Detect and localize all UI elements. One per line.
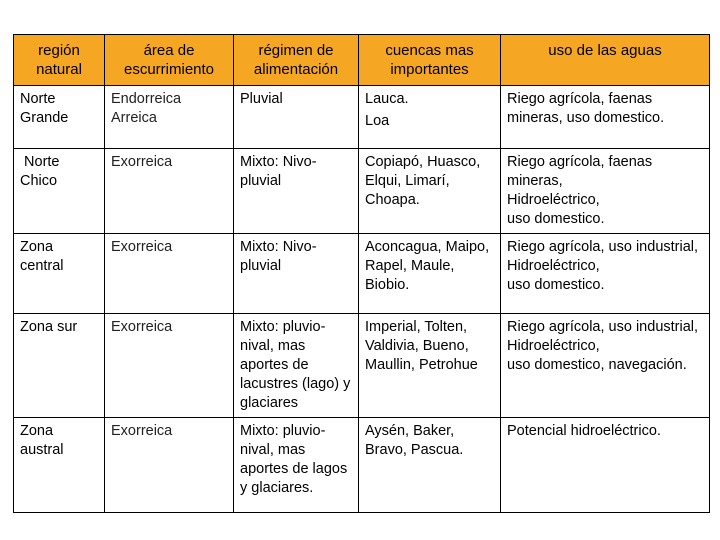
table-header-row	[14, 35, 710, 86]
cell-area: Exorreica	[105, 149, 234, 234]
header-uso-aguas: uso de las aguas	[501, 35, 710, 86]
table-row	[14, 418, 710, 513]
cell-uso: Riego agrícola, faenas mineras, uso domestico.	[501, 86, 710, 149]
cell-area: Exorreica	[105, 314, 234, 418]
cell-uso: Riego agrícola, uso industrial, Hidroeléctrico, uso domestico, navegación.	[501, 314, 710, 418]
table-row	[14, 86, 710, 149]
cell-regimen: Mixto: pluvio- nival, mas aportes de lagos y glaciares.	[234, 418, 359, 513]
cell-region: Zona austral	[14, 418, 105, 513]
cell-cuencas: Aysén, Baker, Bravo, Pascua.	[359, 418, 501, 513]
cell-cuencas: Lauca. Loa	[359, 86, 501, 149]
header-cuencas-importantes: cuencas mas importantes	[359, 35, 501, 86]
header-area-escurrimiento: área de escurrimiento	[105, 35, 234, 86]
table-row	[14, 149, 710, 234]
cell-uso: Riego agrícola, uso industrial, Hidroeléctrico, uso domestico.	[501, 234, 710, 314]
table-row	[14, 234, 710, 314]
cell-regimen: Mixto: Nivo- pluvial	[234, 149, 359, 234]
table-row	[14, 314, 710, 418]
cell-area: Exorreica	[105, 418, 234, 513]
cell-regimen: Mixto: Nivo- pluvial	[234, 234, 359, 314]
cell-area: Endorreica Arreica	[105, 86, 234, 149]
cell-uso: Potencial hidroeléctrico.	[501, 418, 710, 513]
cell-regimen: Mixto: pluvio- nival, mas aportes de lacustres (lago) y glaciares	[234, 314, 359, 418]
header-region-natural: región natural	[14, 35, 105, 86]
header-regimen-alimentacion: régimen de alimentación	[234, 35, 359, 86]
cell-region: Zona central	[14, 234, 105, 314]
cell-cuencas: Imperial, Tolten, Valdivia, Bueno, Maullin, Petrohue	[359, 314, 501, 418]
cell-region: Zona sur	[14, 314, 105, 418]
cell-area: Exorreica	[105, 234, 234, 314]
cell-region: Norte Chico	[14, 149, 105, 234]
cell-regimen: Pluvial	[234, 86, 359, 149]
cell-cuencas: Copiapó, Huasco, Elqui, Limarí, Choapa.	[359, 149, 501, 234]
cell-cuencas: Aconcagua, Maipo, Rapel, Maule, Biobio.	[359, 234, 501, 314]
water-basins-table	[13, 34, 710, 513]
cell-region: Norte Grande	[14, 86, 105, 149]
cell-uso: Riego agrícola, faenas mineras, Hidroeléctrico, uso domestico.	[501, 149, 710, 234]
